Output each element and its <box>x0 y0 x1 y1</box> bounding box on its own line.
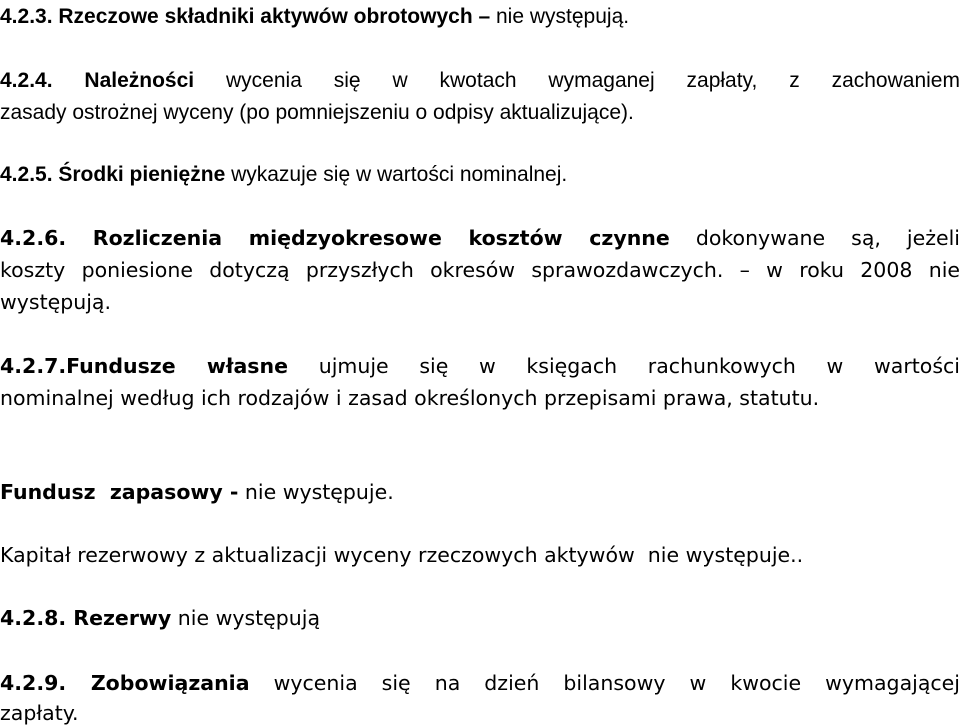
section-4-2-7-heading: 4.2.7.Fundusze własne <box>0 354 289 378</box>
section-4-2-6-text-line-1: dokonywane są, jeżeli <box>695 226 960 250</box>
section-4-2-4-text-line-1: wycenia się w kwotach wymaganej zapłaty, z zachowaniem <box>226 69 960 92</box>
fundusz-zapasowy <box>0 477 960 507</box>
section-4-2-4-line-2 <box>0 98 960 128</box>
fundusz-zapasowy-heading: Fundusz zapasowy - <box>0 480 239 504</box>
section-4-2-7-line-1 <box>0 351 960 381</box>
section-4-2-9-line-1 <box>0 668 960 698</box>
section-4-2-8-text: nie występują <box>171 606 321 630</box>
section-4-2-5 <box>0 160 960 190</box>
fundusz-zapasowy-text: nie występuje. <box>238 480 394 504</box>
section-4-2-8-heading: 4.2.8. Rezerwy <box>0 606 172 630</box>
section-4-2-4-text-line-2: zasady ostrożnej wyceny (po pomniejszeniu o odpisy aktualizujące). <box>0 101 634 124</box>
section-4-2-7-text-line-1: ujmuje się w księgach rachunkowych w wartości <box>318 354 960 378</box>
section-4-2-6-heading: 4.2.6. Rozliczenia międzyokresowe kosztów czynne <box>0 226 670 250</box>
section-4-2-9-line-2 <box>0 698 960 728</box>
section-4-2-4-heading: Należności <box>84 69 195 92</box>
section-4-2-9-text-line-2: zapłaty. <box>0 701 79 725</box>
section-4-2-3-text: nie występują. <box>490 5 630 28</box>
section-4-2-5-text: wykazuje się w wartości nominalnej. <box>225 163 568 186</box>
section-4-2-6-line-3 <box>0 287 960 317</box>
section-4-2-9-heading: 4.2.9. Zobowiązania <box>0 671 250 695</box>
section-4-2-7-line-2 <box>0 383 960 413</box>
section-4-2-4-number: 4.2.4. <box>0 69 53 92</box>
section-4-2-3-heading: 4.2.3. Rzeczowe składniki aktywów obrotowych <box>0 5 473 28</box>
section-4-2-7-text-line-2: nominalnej według ich rodzajów i zasad określonych przepisami prawa, statutu. <box>0 386 820 410</box>
section-4-2-5-heading: 4.2.5. Środki pieniężne <box>0 163 226 186</box>
section-4-2-6-text-line-2: koszty poniesione dotyczą przyszłych okresów sprawozdawczych. – w roku 2008 nie <box>0 258 960 282</box>
section-4-2-6-line-1 <box>0 223 960 253</box>
section-4-2-4-line-1 <box>0 66 960 96</box>
section-4-2-6-line-2 <box>0 255 960 285</box>
section-4-2-3-dash: – <box>472 5 491 28</box>
section-4-2-8 <box>0 603 960 633</box>
section-4-2-6-text-line-3: występują. <box>0 290 112 314</box>
kapital-rezerwowy <box>0 540 960 570</box>
kapital-rezerwowy-text: Kapitał rezerwowy z aktualizacji wyceny rzeczowych aktywów nie występuje.. <box>0 543 804 567</box>
section-4-2-9-text-line-1: wycenia się na dzień bilansowy w kwocie wymagającej <box>273 671 960 695</box>
section-4-2-3 <box>0 2 960 32</box>
